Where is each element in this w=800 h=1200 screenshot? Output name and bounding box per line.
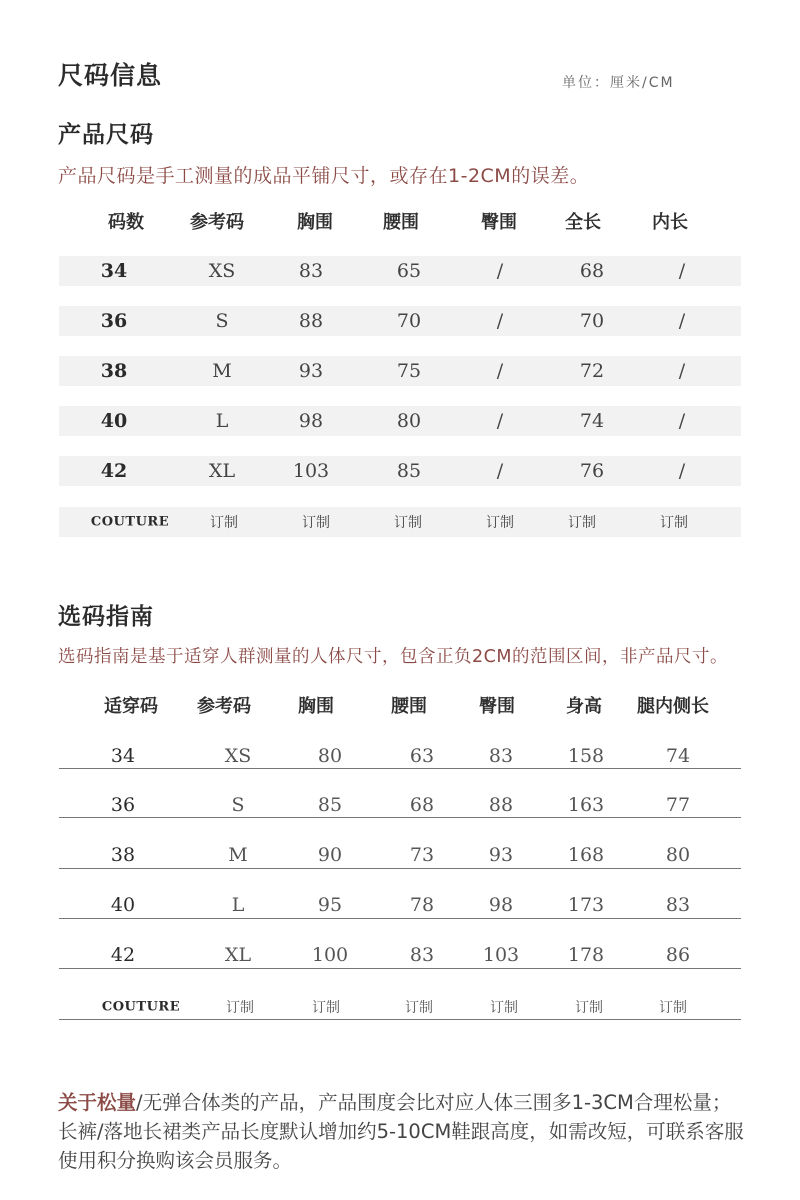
product-size-cell: 订制 <box>568 515 596 531</box>
product-size-cell: 订制 <box>210 515 238 531</box>
size-guide-cell: 订制 <box>226 1000 254 1016</box>
product-size-cell: XL <box>208 460 236 482</box>
size-guide-cell: S <box>231 794 245 816</box>
size-guide-row-divider <box>59 817 741 818</box>
size-guide-cell: M <box>228 844 248 866</box>
product-size-cell: / <box>678 260 686 282</box>
product-size-cell: / <box>496 260 504 282</box>
size-guide-header-cell: 适穿码 <box>104 696 158 717</box>
size-guide-cell: 83 <box>488 745 514 767</box>
product-size-cell: 93 <box>298 360 324 382</box>
size-guide-cell: 42 <box>110 944 136 966</box>
product-size-header-cell: 参考码 <box>190 212 244 233</box>
size-guide-title: 选码指南 <box>58 604 154 630</box>
size-guide-cell: 95 <box>317 894 343 916</box>
product-size-cell: 38 <box>100 360 128 382</box>
product-size-cell: 88 <box>298 310 324 332</box>
size-guide-cell: 158 <box>567 745 605 767</box>
size-guide-cell: 77 <box>665 794 691 816</box>
size-guide-cell: 74 <box>665 745 691 767</box>
unit-label: 单位：厘米/CM <box>562 75 675 91</box>
size-guide-cell: XS <box>224 745 252 767</box>
product-size-cell: 83 <box>298 260 324 282</box>
note-highlight: 关于松量 <box>58 1091 137 1114</box>
size-guide-cell: 38 <box>110 844 136 866</box>
product-size-cell: 98 <box>298 410 324 432</box>
size-guide-cell: 103 <box>482 944 520 966</box>
product-size-cell: / <box>496 360 504 382</box>
size-guide-header-cell: 参考码 <box>197 696 251 717</box>
product-size-cell: 68 <box>579 260 605 282</box>
size-guide-cell: 63 <box>409 745 435 767</box>
product-size-cell: 订制 <box>486 515 514 531</box>
size-guide-cell: 78 <box>409 894 435 916</box>
product-size-header-cell: 码数 <box>108 212 144 233</box>
product-size-cell: 70 <box>396 310 422 332</box>
product-size-header-cell: 全长 <box>565 212 601 233</box>
size-guide-cell: 90 <box>317 844 343 866</box>
size-guide-cell: L <box>231 894 245 916</box>
size-guide-header-cell: 臀围 <box>479 696 515 717</box>
product-size-cell: / <box>678 360 686 382</box>
product-size-cell: 订制 <box>302 515 330 531</box>
product-size-cell: 72 <box>579 360 605 382</box>
size-guide-cell: 80 <box>317 745 343 767</box>
size-guide-cell: 86 <box>665 944 691 966</box>
product-size-cell: / <box>678 460 686 482</box>
product-size-cell: 36 <box>100 310 128 332</box>
product-size-cell: L <box>215 410 229 432</box>
size-guide-cell: 178 <box>567 944 605 966</box>
size-guide-header-cell: 身高 <box>566 696 602 717</box>
size-guide-cell: 36 <box>110 794 136 816</box>
size-guide-cell: 83 <box>409 944 435 966</box>
size-guide-cell: 订制 <box>575 1000 603 1016</box>
product-size-cell: 42 <box>100 460 128 482</box>
product-size-title: 产品尺码 <box>58 122 154 148</box>
size-guide-description: 选码指南是基于适穿人群测量的人体尺寸，包含正负2CM的范围区间，非产品尺寸。 <box>58 647 728 667</box>
product-size-cell: 70 <box>579 310 605 332</box>
product-size-header-cell: 腰围 <box>383 212 419 233</box>
product-size-cell: 40 <box>100 410 128 432</box>
size-guide-row-divider <box>59 1019 741 1020</box>
product-size-cell: XS <box>208 260 236 282</box>
product-size-cell: / <box>496 460 504 482</box>
size-guide-header-cell: 胸围 <box>298 696 334 717</box>
size-guide-cell: XL <box>224 944 252 966</box>
size-guide-row-divider <box>59 868 741 869</box>
size-guide-cell: 168 <box>567 844 605 866</box>
size-guide-row-divider <box>59 918 741 919</box>
product-size-cell: / <box>678 310 686 332</box>
product-size-cell: 订制 <box>660 515 688 531</box>
size-guide-cell: 85 <box>317 794 343 816</box>
size-guide-cell: 订制 <box>405 1000 433 1016</box>
product-size-cell: / <box>678 410 686 432</box>
size-guide-header-cell: 腰围 <box>391 696 427 717</box>
product-size-cell: / <box>496 310 504 332</box>
product-size-description: 产品尺码是手工测量的成品平铺尺寸，或存在1-2CM的误差。 <box>58 165 590 187</box>
size-guide-header-cell: 腿内侧长 <box>637 696 709 717</box>
product-size-header-cell: 内长 <box>652 212 688 233</box>
product-size-cell: 85 <box>396 460 422 482</box>
product-size-cell: COUTURE <box>90 514 170 530</box>
product-size-cell: 80 <box>396 410 422 432</box>
product-size-cell: 34 <box>100 260 128 282</box>
product-size-header-cell: 胸围 <box>297 212 333 233</box>
size-guide-cell: 80 <box>665 844 691 866</box>
size-guide-cell: 订制 <box>659 1000 687 1016</box>
size-guide-row-divider <box>59 768 741 769</box>
size-guide-cell: 订制 <box>490 1000 518 1016</box>
product-size-cell: / <box>496 410 504 432</box>
product-size-cell: 103 <box>292 460 330 482</box>
size-guide-cell: 73 <box>409 844 435 866</box>
size-guide-cell: 订制 <box>312 1000 340 1016</box>
product-size-header-cell: 臀围 <box>481 212 517 233</box>
product-size-cell: 订制 <box>394 515 422 531</box>
size-guide-cell: 34 <box>110 745 136 767</box>
product-size-cell: 74 <box>579 410 605 432</box>
size-guide-row-divider <box>59 968 741 969</box>
product-size-cell: 65 <box>396 260 422 282</box>
size-guide-cell: 100 <box>311 944 349 966</box>
product-size-cell: 75 <box>396 360 422 382</box>
product-size-cell: S <box>215 310 229 332</box>
size-guide-cell: COUTURE <box>101 999 181 1015</box>
fit-ease-note <box>58 1088 748 1175</box>
size-guide-cell: 40 <box>110 894 136 916</box>
page-title: 尺码信息 <box>58 61 163 90</box>
size-guide-cell: 93 <box>488 844 514 866</box>
size-guide-cell: 163 <box>567 794 605 816</box>
product-size-cell: 76 <box>579 460 605 482</box>
note-text: /无弹合体类的产品，产品围度会比对应人体三围多1-3CM合理松量；长裤/落地长裙类产品长度默认增加约5-10CM鞋跟高度，如需改短，可联系客服使用积分换购该会员服务。 <box>58 1091 744 1172</box>
product-size-cell: M <box>212 360 232 382</box>
size-guide-cell: 173 <box>567 894 605 916</box>
size-guide-cell: 88 <box>488 794 514 816</box>
size-guide-cell: 68 <box>409 794 435 816</box>
size-guide-cell: 98 <box>488 894 514 916</box>
size-guide-cell: 83 <box>665 894 691 916</box>
